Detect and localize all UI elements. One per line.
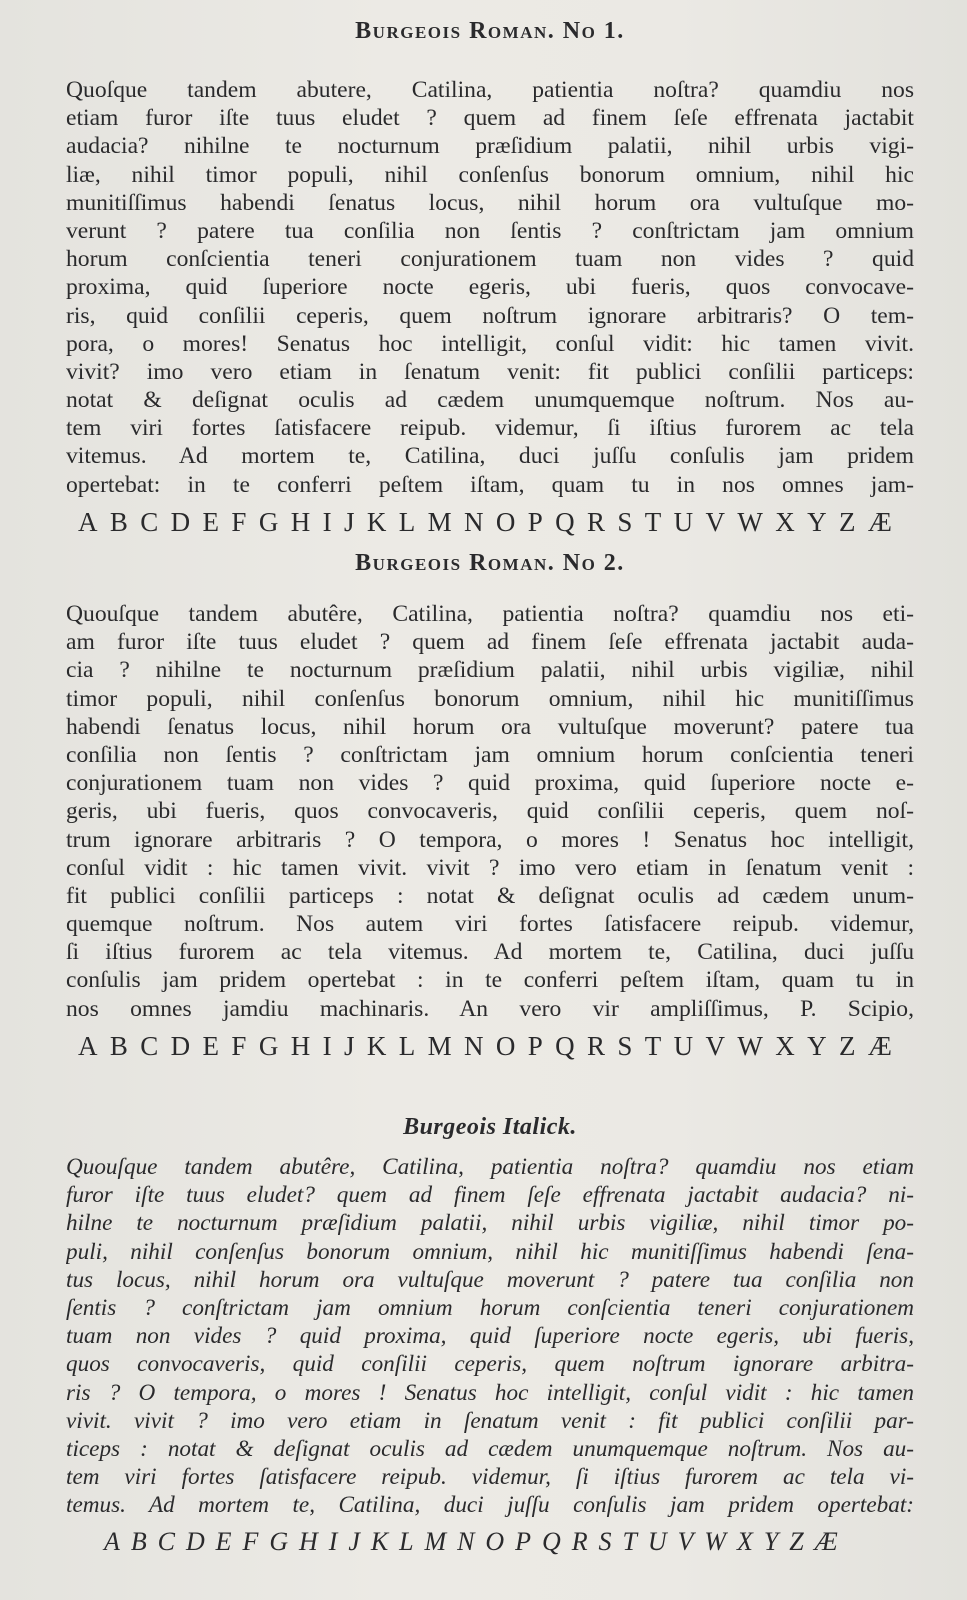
alphabet-letter: V <box>677 1527 694 1557</box>
text-line: cia ? nihilne te nocturnum præſidium palatii, nihil urbis vigiliæ, nihil <box>66 657 914 684</box>
alphabet-letter: M <box>427 506 452 537</box>
text-line: ris ? O tempora, o mores ! Senatus hoc intelligit, conſul vidit : hic tamen <box>66 1379 914 1406</box>
text-line: tus locus, nihil horum ora vultuſque moverunt ? patere tua conſilia non <box>66 1266 914 1293</box>
alphabet-letter: R <box>587 1030 606 1061</box>
alphabet-letter: C <box>157 1527 175 1557</box>
text-line: munitiſſimus habendi ſenatus locus, nihil horum ora vultuſque mo- <box>66 189 914 216</box>
alphabet-letter: I <box>328 1527 338 1557</box>
alphabet-letter: U <box>673 506 694 537</box>
alphabet-letter: W <box>704 1527 727 1557</box>
alphabet-letter: S <box>598 1527 612 1557</box>
alphabet-letter: I <box>322 506 332 537</box>
text-line: geris, ubi fueris, quos convocaveris, quid conſilii ceperis, quem noſ- <box>66 798 914 825</box>
text-line: vivit. vivit ? imo vero etiam in ſenatum venit : fit publici conſilii par- <box>66 1407 914 1434</box>
text-line: audacia? nihilne te nocturnum præſidium palatii, nihil urbis vigi- <box>66 133 914 160</box>
alphabet-letter: O <box>495 1030 516 1061</box>
text-line: opertebat: in te conferri peſtem iſtam, quam tu in nos omnes jam- <box>66 471 914 498</box>
alphabet-letter: B <box>109 506 128 537</box>
text-line: am furor iſte tuus eludet ? quem ad finem ſeſe effrenata jactabit auda- <box>66 629 914 656</box>
alphabet-letter: H <box>290 1030 311 1061</box>
text-line: timor populi, nihil conſenſus bonorum omnium, nihil hic munitiſſimus <box>66 685 914 712</box>
alphabet-letter: Z <box>839 1030 856 1061</box>
text-line: ſentis ? conſtrictam jam omnium horum conſcientia teneri conjurationem <box>66 1294 914 1321</box>
alphabet-letter: F <box>231 1030 247 1061</box>
alphabet-letter: Q <box>541 1527 561 1557</box>
alphabet-letter: W <box>737 1030 763 1061</box>
alphabet-letter: Y <box>763 1527 779 1557</box>
text-line: quemque noſtrum. Nos autem viri fortes ſatisfacere reipub. videmur, <box>66 911 914 938</box>
text-line: quos convocaveris, quid conſilii ceperis, quem noſtrum ignorare arbitra- <box>66 1351 914 1378</box>
alphabet-letter: D <box>170 1030 191 1061</box>
alphabet-letter: M <box>424 1527 447 1557</box>
alphabet-letter: E <box>202 506 220 537</box>
text-line: fit publici conſilii particeps : notat & deſignat oculis ad cædem unum- <box>66 882 914 909</box>
text-line: ticeps : notat & deſignat oculis ad cædem unumquemque noſtrum. Nos au- <box>66 1435 914 1462</box>
text-line: puli, nihil conſenſus bonorum omnium, nihil hic munitiſſimus habendi ſena- <box>66 1238 914 1265</box>
alphabet-letter: D <box>170 506 191 537</box>
alphabet-letter: W <box>737 506 763 537</box>
text-line: conjurationem tuam non vides ? quid proxima, quid ſuperiore nocte e- <box>66 770 914 797</box>
section-heading: Burgeois Italick. <box>403 1114 577 1140</box>
specimen-paragraph <box>66 76 914 499</box>
text-line: notat & deſignat oculis ad cædem unumquemque noſtrum. Nos au- <box>66 387 914 414</box>
alphabet-letter: V <box>705 506 726 537</box>
alphabet-letter: L <box>398 506 416 537</box>
alphabet-letter: P <box>515 1527 532 1557</box>
alphabet-letter: L <box>399 1527 414 1557</box>
alphabet-letter: O <box>495 506 516 537</box>
text-line: ris, quid conſilii ceperis, quem noſtrum ignorare arbitraris? O tem- <box>66 302 914 329</box>
specimen-paragraph <box>66 600 914 1023</box>
alphabet-letter: N <box>457 1527 475 1557</box>
text-line: verunt ? patere tua conſilia non ſentis ? conſtrictam jam omnium <box>66 217 914 244</box>
alphabet-letter: U <box>647 1527 667 1557</box>
text-line: hilne te nocturnum præſidium palatii, nihil urbis vigiliæ, nihil timor po- <box>66 1210 914 1237</box>
alphabet-row <box>66 505 914 539</box>
text-line: nos omnes jamdiu machinaris. An vero vir ampliſſimus, P. Scipio, <box>66 995 914 1022</box>
alphabet-letter: F <box>242 1527 259 1557</box>
alphabet-letter: X <box>775 1030 795 1061</box>
text-line: etiam furor iſte tuus eludet ? quem ad finem ſeſe effrenata jactabit <box>66 105 914 132</box>
alphabet-letter: Æ <box>814 1527 838 1557</box>
alphabet-letter: A <box>104 1527 120 1557</box>
alphabet-letter: O <box>485 1527 505 1557</box>
text-line: liæ, nihil timor populi, nihil conſenſus bonorum omnium, nihil hic <box>66 161 914 188</box>
alphabet-row <box>66 1029 914 1063</box>
alphabet-letter: P <box>527 1030 543 1061</box>
alphabet-letter: Y <box>807 1030 827 1061</box>
alphabet-letter: T <box>644 506 662 537</box>
alphabet-letter: U <box>673 1030 694 1061</box>
alphabet-letter: S <box>617 506 633 537</box>
text-line: furor iſte tuus eludet? quem ad finem ſeſe effrenata jactabit audacia? ni- <box>66 1182 914 1209</box>
text-line: temus. Ad mortem te, Catilina, duci juſſu conſulis jam pridem opertebat: <box>66 1492 914 1519</box>
text-line: vivit? imo vero etiam in ſenatum venit: fit publici conſilii particeps: <box>66 358 914 385</box>
alphabet-letter: E <box>202 1030 220 1061</box>
alphabet-letter: T <box>644 1030 662 1061</box>
alphabet-letter: Z <box>789 1527 804 1557</box>
section-burgeois-italick <box>66 1110 914 1559</box>
alphabet-letter: A <box>78 506 98 537</box>
alphabet-letter: B <box>109 1030 128 1061</box>
text-line: pora, o mores! Senatus hoc intelligit, conſul vidit: hic tamen vivit. <box>66 330 914 357</box>
alphabet-letter: R <box>587 506 606 537</box>
alphabet-letter: N <box>463 506 484 537</box>
alphabet-letter: J <box>343 1030 355 1061</box>
alphabet-letter: Q <box>555 506 575 537</box>
text-line: proxima, quid ſuperiore nocte egeris, ubi fueris, quos convocave- <box>66 274 914 301</box>
alphabet-letter: K <box>366 1030 387 1061</box>
alphabet-letter: S <box>617 1030 633 1061</box>
text-line: tem viri fortes ſatisfacere reipub. videmur, ſi iſtius furorem ac tela vi- <box>66 1464 914 1491</box>
alphabet-letter: X <box>775 506 795 537</box>
alphabet-letter: F <box>231 506 247 537</box>
text-line: tuam non vides ? quid proxima, quid ſuperiore nocte egeris, ubi fueris, <box>66 1323 914 1350</box>
alphabet-letter: X <box>737 1527 753 1557</box>
alphabet-letter: P <box>527 506 543 537</box>
alphabet-letter: L <box>398 1030 416 1061</box>
alphabet-letter: G <box>258 506 279 537</box>
alphabet-letter: G <box>269 1527 289 1557</box>
text-line: ſi iſtius furorem ac tela vitemus. Ad mortem te, Catilina, duci juſſu <box>66 939 914 966</box>
alphabet-letter: D <box>185 1527 205 1557</box>
section-heading: Burgeois Roman. No 2. <box>355 550 625 576</box>
alphabet-letter: K <box>370 1527 389 1557</box>
alphabet-letter: C <box>140 506 159 537</box>
alphabet-letter: H <box>290 506 311 537</box>
section-heading: Burgeois Roman. No 1. <box>355 18 625 44</box>
alphabet-letter: J <box>343 506 355 537</box>
alphabet-letter: V <box>705 1030 726 1061</box>
alphabet-letter: G <box>258 1030 279 1061</box>
alphabet-letter: A <box>78 1030 98 1061</box>
alphabet-row <box>66 1525 914 1559</box>
alphabet-letter: H <box>299 1527 318 1557</box>
alphabet-letter: Æ <box>867 1030 892 1061</box>
text-line: habendi ſenatus locus, nihil horum ora vultuſque moverunt? patere tua <box>66 713 914 740</box>
alphabet-letter: M <box>427 1030 452 1061</box>
text-line: conſilia non ſentis ? conſtrictam jam omnium horum conſcientia teneri <box>66 741 914 768</box>
text-line: trum ignorare arbitraris ? O tempora, o mores ! Senatus hoc intelligit, <box>66 826 914 853</box>
alphabet-letter: I <box>322 1030 332 1061</box>
text-line: Quoſque tandem abutere, Catilina, patientia noſtra? quamdiu nos <box>66 77 914 103</box>
alphabet-letter: Z <box>839 506 856 537</box>
alphabet-letter: T <box>622 1527 637 1557</box>
alphabet-letter: K <box>366 506 387 537</box>
text-line: tem viri fortes ſatisfacere reipub. videmur, ſi iſtius furorem ac tela <box>66 415 914 442</box>
text-line: Quouſque tandem abutêre, Catilina, patientia noſtra? quamdiu nos etiam <box>66 1154 914 1180</box>
section-burgeois-roman-2 <box>66 546 914 1063</box>
alphabet-letter: Q <box>555 1030 575 1061</box>
text-line: conſulis jam pridem opertebat : in te conferri peſtem iſtam, quam tu in <box>66 967 914 994</box>
text-line: Quouſque tandem abutêre, Catilina, patientia noſtra? quamdiu nos eti- <box>66 601 914 627</box>
alphabet-letter: Æ <box>867 506 892 537</box>
alphabet-letter: E <box>215 1527 232 1557</box>
alphabet-letter: C <box>140 1030 159 1061</box>
alphabet-letter: R <box>571 1527 588 1557</box>
text-line: conſul vidit : hic tamen vivit. vivit ? imo vero etiam in ſenatum venit : <box>66 854 914 881</box>
text-line: horum conſcientia teneri conjurationem tuam non vides ? quid <box>66 246 914 273</box>
specimen-paragraph <box>66 1153 914 1519</box>
alphabet-letter: N <box>463 1030 484 1061</box>
text-line: vitemus. Ad mortem te, Catilina, duci juſſu conſulis jam pridem <box>66 443 914 470</box>
alphabet-letter: Y <box>807 506 827 537</box>
section-burgeois-roman-1 <box>66 14 914 539</box>
alphabet-letter: B <box>130 1527 147 1557</box>
alphabet-letter: J <box>348 1527 360 1557</box>
